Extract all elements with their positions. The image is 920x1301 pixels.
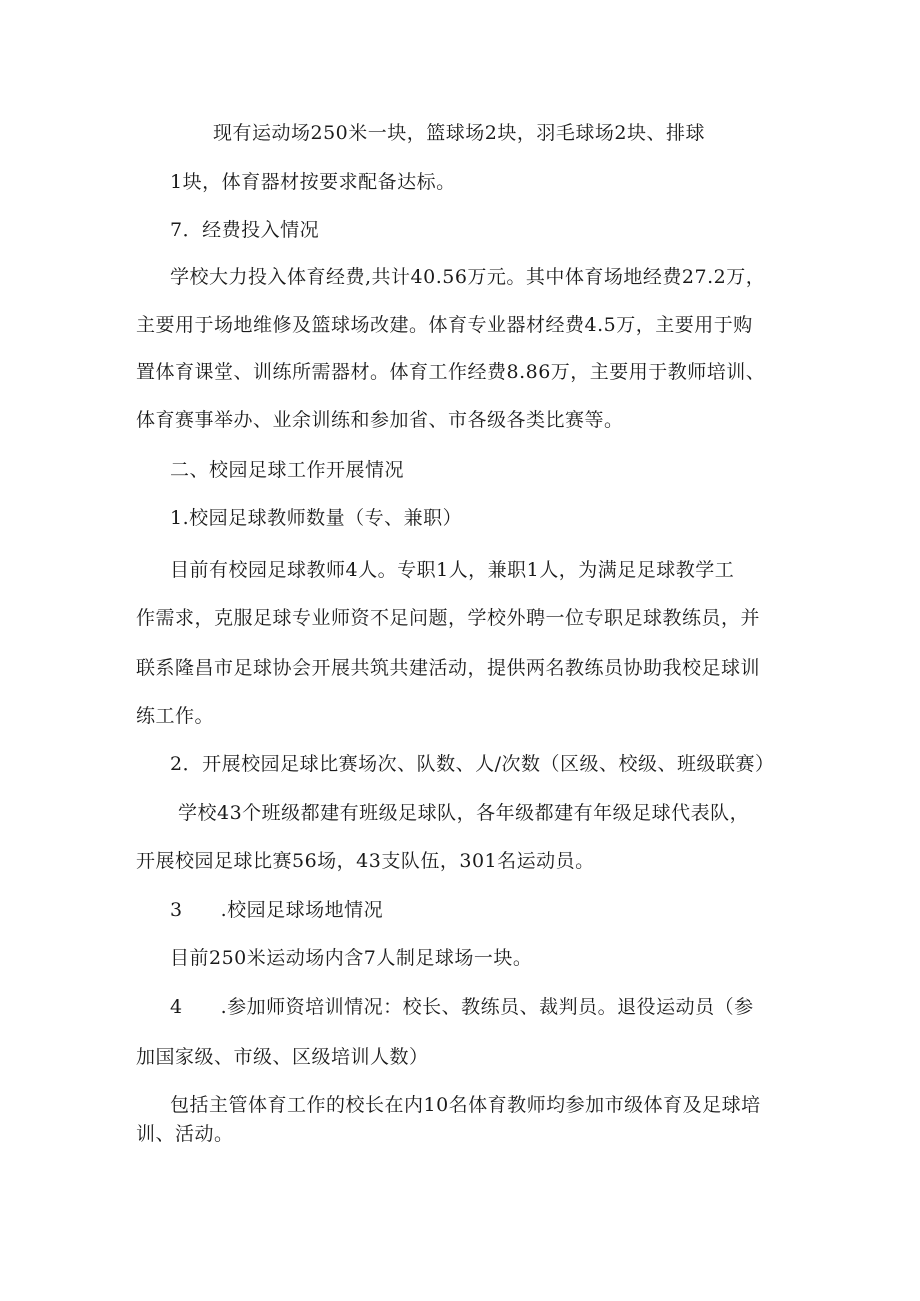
paragraph-line: 练工作。 xyxy=(136,705,215,727)
paragraph-line: 1块，体育器材按要求配备达标。 xyxy=(170,171,456,193)
section-title: .校园足球场地情况 xyxy=(220,899,384,921)
section-number: 3 xyxy=(170,899,183,921)
paragraph-line: 体育赛事举办、业余训练和参加省、市各级各类比赛等。 xyxy=(136,409,624,431)
paragraph-line: 目前250米运动场内含7人制足球场一块。 xyxy=(170,947,533,969)
section-number: 4 xyxy=(170,996,183,1018)
paragraph-line: 作需求，克服足球专业师资不足问题，学校外聘一位专职足球教练员，并 xyxy=(136,607,761,629)
paragraph-line: 目前有校园足球教师4人。专职1人，兼职1人，为满足足球教学工 xyxy=(170,559,735,581)
section-heading: 7．经费投入情况 xyxy=(170,219,320,241)
paragraph-line: 主要用于场地维修及篮球场改建。体育专业器材经费4.5万，主要用于购 xyxy=(136,314,753,336)
section-heading xyxy=(170,898,383,922)
paragraph-line: 联系隆昌市足球协会开展共筑共建活动，提供两名教练员协助我校足球训 xyxy=(136,657,761,679)
section-heading xyxy=(170,995,754,1019)
paragraph-line: 现有运动场250米一块，篮球场2块，羽毛球场2块、排球 xyxy=(213,122,705,144)
section-title: .参加师资培训情况：校长、教练员、裁判员。退役运动员（参 xyxy=(220,996,754,1018)
paragraph-line: 加国家级、市级、区级培训人数） xyxy=(136,1046,429,1068)
section-heading: 1.校园足球教师数量（专、兼职） xyxy=(170,507,463,529)
paragraph-line: 包括主管体育工作的校长在内10名体育教师均参加市级体育及足球培 xyxy=(170,1094,761,1116)
section-heading: 2．开展校园足球比赛场次、队数、人/次数（区级、校级、班级联赛） xyxy=(170,753,775,775)
paragraph-line: 开展校园足球比赛56场，43支队伍，301名运动员。 xyxy=(136,850,595,872)
chapter-heading: 二、校园足球工作开展情况 xyxy=(170,459,405,481)
paragraph-line: 训、活动。 xyxy=(136,1123,234,1145)
paragraph-line: 学校大力投入体育经费,共计40.56万元。其中体育场地经费27.2万， xyxy=(170,266,766,288)
paragraph-line: 学校43个班级都建有班级足球队，各年级都建有年级足球代表队， xyxy=(178,802,750,824)
paragraph-line: 置体育课堂、训练所需器材。体育工作经费8.86万，主要用于教师培训、 xyxy=(136,361,766,383)
